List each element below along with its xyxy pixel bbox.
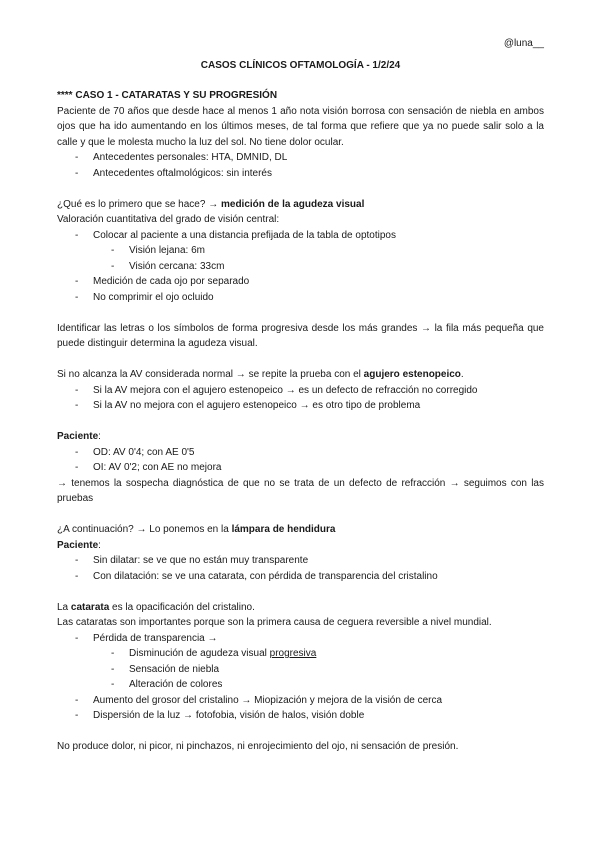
identify-paragraph: Identificar las letras o los símbolos de forma progresiva desde los más grandes → la fila más pequeña que puede distinguir determina la agudeza visual. — [57, 322, 544, 349]
paciente-conclusion: → tenemos la sospecha diagnóstica de que no se trata de un defecto de refracción → seguimos con las pruebas — [57, 477, 544, 504]
estenopeico-mejora: - Si la AV mejora con el agujero estenopeico → es un defecto de refracción no corregido — [57, 383, 544, 399]
distance-lejana: - Visión lejana: 6m — [57, 243, 544, 259]
paciente-oi: - OI: AV 0'2; con AE no mejora — [57, 460, 544, 476]
paciente2-label: Paciente: — [57, 539, 101, 551]
case-intro: Paciente de 70 años que desde hace al menos 1 año nota visión borrosa con sensación de niebla en ambos ojos que ha ido aumentando en los últimos meses, de tal forma que refiere que ya no puede salir solo a la calle y que le molesta mucho la luz del sol. No tiene dolor ocular. — [57, 105, 544, 148]
aumento-grosor: - Aumento del grosor del cristalino → Miopización y mejora de la visión de cerca — [57, 693, 544, 709]
estenopeico-paragraph: Si no alcanza la AV considerada normal → se repite la prueba con el agujero estenopeico. — [57, 369, 464, 380]
estenopeico-no-mejora: - Si la AV no mejora con el agujero estenopeico → es otro tipo de problema — [57, 398, 544, 414]
document-body — [57, 88, 544, 755]
document-title: CASOS CLÍNICOS OFTAMOLOGÍA - 1/2/24 — [200, 60, 401, 71]
antecedentes-oftalmologicos: - Antecedentes oftalmológicos: sin interés — [57, 166, 544, 182]
sensacion-niebla: - Sensación de niebla — [57, 662, 544, 678]
case-title: **** CASO 1 - CATARATAS Y SU PROGRESIÓN — [57, 90, 278, 101]
paciente-label: Paciente: — [57, 431, 101, 442]
disminucion-agudeza: - Disminución de agudeza visual progresiva — [57, 646, 544, 662]
dispersion-luz: - Dispersión de la luz → fotofobia, visión de halos, visión doble — [57, 708, 544, 724]
antecedentes-personales: - Antecedentes personales: HTA, DMNID, DL — [57, 150, 544, 166]
con-dilatacion: - Con dilatación: se ve una catarata, con pérdida de transparencia del cristalino — [57, 569, 544, 585]
author-handle: @luna__ — [503, 38, 544, 49]
catarata-definition: La catarata es la opacificación del cristalino. — [57, 601, 255, 613]
question-next: ¿A continuación? → Lo ponemos en la lámpara de hendidura — [57, 524, 336, 535]
catarata-importance: Las cataratas son importantes porque son la primera causa de ceguera reversible a nivel mundial. — [57, 617, 492, 628]
paciente-od: - OD: AV 0'4; con AE 0'5 — [57, 445, 544, 461]
step-separado: - Medición de cada ojo por separado — [57, 274, 544, 290]
perdida-transparencia: - Pérdida de transparencia → — [57, 631, 544, 647]
no-produce: No produce dolor, ni picor, ni pinchazos, ni enrojecimiento del ojo, ni sensación de presión. — [57, 741, 459, 752]
question-first-step: ¿Qué es lo primero que se hace? → medición de la agudeza visual — [57, 198, 365, 210]
alteracion-colores: - Alteración de colores — [57, 677, 544, 693]
step-no-comprimir: - No comprimir el ojo ocluido — [57, 290, 544, 306]
step-colocar: - Colocar al paciente a una distancia prefijada de la tabla de optotipos — [57, 228, 544, 244]
distance-cercana: - Visión cercana: 33cm — [57, 259, 544, 275]
sin-dilatar: - Sin dilatar: se ve que no están muy transparente — [57, 553, 544, 569]
agudeza-definition: Valoración cuantitativa del grado de visión central: — [57, 214, 280, 225]
